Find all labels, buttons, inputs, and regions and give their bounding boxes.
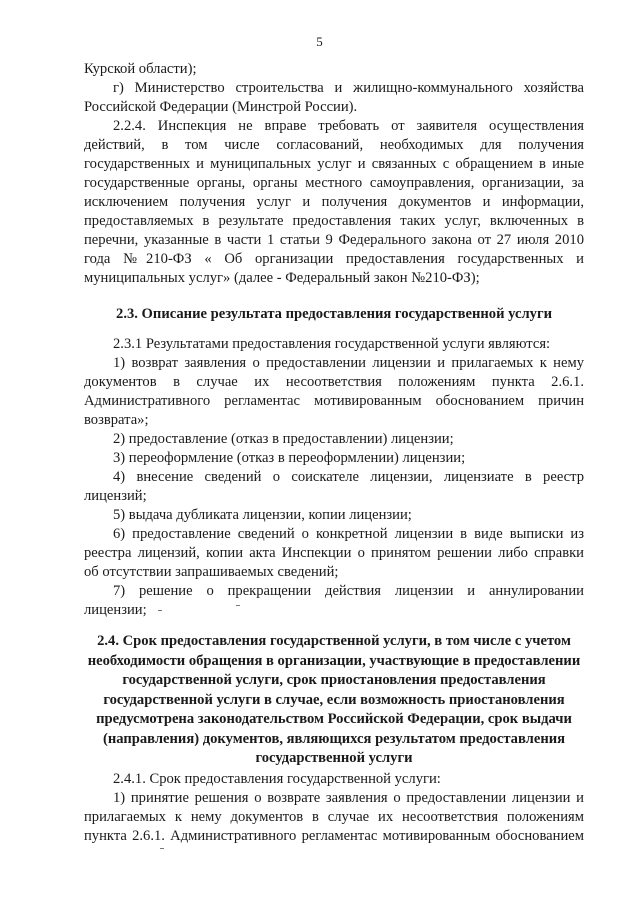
text-line: государственные органы, органы местного самоуправления, организации, за [84, 175, 584, 191]
text-line: лицензий; [84, 488, 147, 504]
text-line: 2) предоставление (отказ в предоставлении) лицензии; [113, 431, 454, 447]
text-line: 6) предоставление сведений о конкретной лицензии в виде выписки из [113, 526, 584, 542]
section-heading: 2.4. Срок предоставления государственной услуги, в том числе с учетом [97, 633, 571, 649]
text-line: Российской Федерации (Минстрой России). [84, 99, 358, 115]
scan-speck [236, 605, 240, 606]
text-line: возврата»; [84, 412, 149, 428]
text-line: лицензии; [84, 602, 147, 618]
text-line: 2.2.4. Инспекция не вправе требовать от заявителя осуществления [113, 118, 584, 134]
scan-speck [158, 610, 162, 611]
text-line: реестра лицензий, копии акта Инспекции о принятом решении либо справки [84, 545, 584, 561]
text-line: документов в случае их несоответствия положениям пункта 2.6.1. [84, 374, 584, 390]
text-line: 5) выдача дубликата лицензии, копии лицензии; [113, 507, 412, 523]
section-heading: (направления) документов, являющихся результатом предоставления [102, 730, 566, 747]
page-number: 5 [316, 34, 323, 49]
text-line: муниципальных услуг» (далее - Федеральный закон №210-ФЗ); [84, 270, 480, 286]
text-line: пункта 2.6.1. Административного регламентас мотивированным обоснованием [84, 828, 584, 844]
text-line: об отсутствии запрашиваемых сведений; [84, 564, 339, 580]
section-heading: предусмотрена законодательством Российской Федерации, срок выдачи [96, 711, 572, 727]
text-line: исключением получения услуг и получения документов и информации, [84, 194, 584, 210]
text-line: 3) переоформление (отказ в переоформлении) лицензии; [113, 450, 466, 466]
text-line: предоставляемых в результате предоставления таких услуг, включенных в [84, 213, 584, 229]
text-line: 1) возврат заявления о предоставлении лицензии и прилагаемых к нему [113, 355, 584, 371]
text-line: 1) принятие решения о возврате заявления о предоставлении лицензии и [113, 790, 584, 806]
text-line: государственных и муниципальных услуг и связанных с обращением в иные [84, 156, 584, 172]
text-line: прилагаемых к нему документов в случае их несоответствия положениям [84, 809, 584, 825]
text-line: 2.4.1. Срок предоставления государственной услуги: [113, 771, 441, 787]
scan-speck [160, 848, 164, 849]
section-heading: 2.3. Описание результата предоставления государственной услуги [116, 306, 552, 322]
text-line: действий, в том числе согласований, необходимых для получения [84, 137, 584, 153]
text-line: года №210-ФЗ « Об организации предоставления государственных и [84, 251, 584, 267]
section-heading: государственной услуги [255, 750, 413, 766]
text-line: Административного регламентас мотивированным обоснованием причин [84, 393, 584, 409]
text-line: г) Министерство строительства и жилищно-коммунального хозяйства [113, 80, 584, 96]
text-line: 7) решение о прекращении действия лицензии и аннулировании [113, 583, 584, 599]
text-line: 2.3.1 Результатами предоставления государственной услуги являются: [113, 336, 551, 352]
text-line: 4) внесение сведений о соискателе лицензии, лицензиате в реестр [113, 469, 584, 485]
section-heading: государственной услуги в случае, если возможность приостановления [103, 691, 565, 708]
section-heading: необходимости обращения в организации, участвующие в предоставлении [87, 652, 581, 669]
text-line: перечни, указанные в части 1 статьи 9 Федерального закона от 27 июля 2010 [84, 232, 584, 248]
text-line: Курской области); [84, 61, 197, 77]
section-heading: государственной услуги, срок приостановления предоставления [122, 672, 546, 688]
